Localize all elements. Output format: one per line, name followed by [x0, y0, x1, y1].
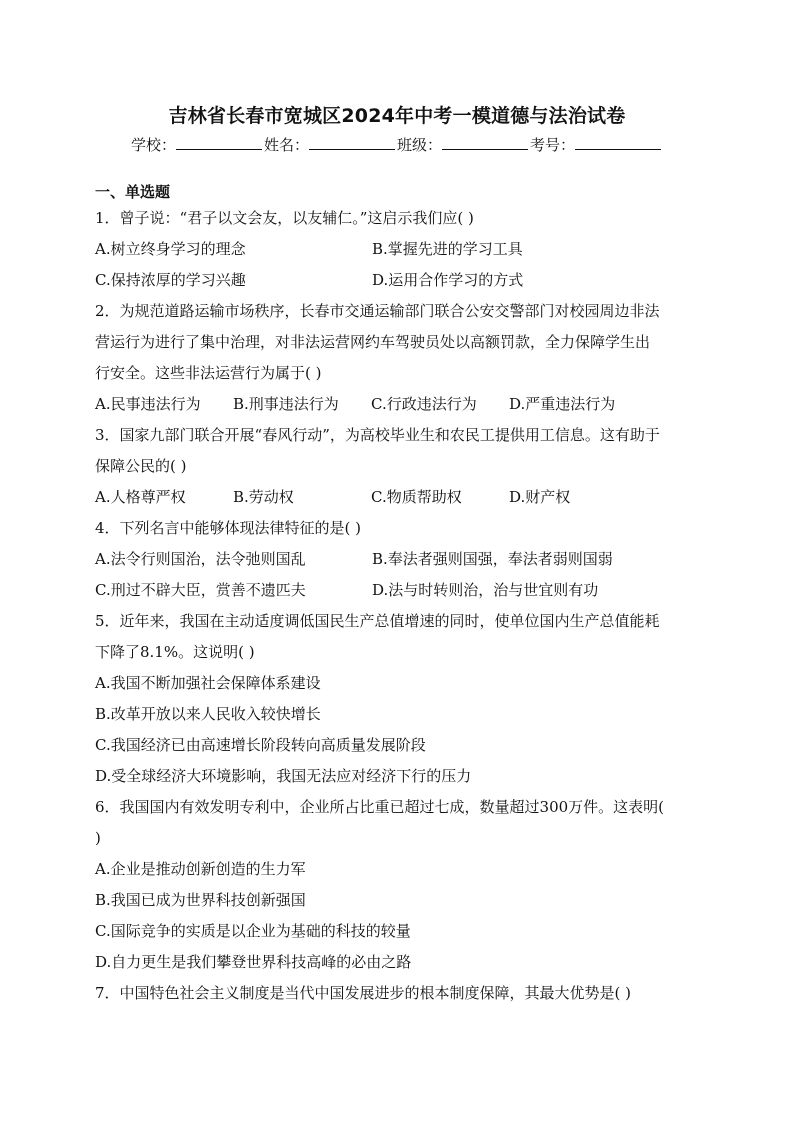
question-stem: ) [95, 829, 101, 847]
option-d[interactable]: D.法与时转则治，治与世宜则有功 [372, 581, 599, 599]
option-c[interactable]: C.刑过不辟大臣，赏善不遗匹夫 [95, 581, 306, 599]
question-stem: 保障公民的( ) [95, 457, 187, 475]
option-b[interactable]: B.奉法者强则国强，奉法者弱则国弱 [372, 550, 613, 568]
option-b[interactable]: B.掌握先进的学习工具 [372, 240, 523, 258]
question-stem: 6．我国国内有效发明专利中，企业所占比重已超过七成，数量超过300万件。这表明( [95, 798, 665, 816]
school-blank[interactable] [176, 135, 262, 150]
question-7 [95, 978, 700, 1009]
question-2 [95, 296, 700, 420]
option-a[interactable]: A.民事违法行为 [95, 395, 201, 413]
option-b[interactable]: B.刑事违法行为 [233, 395, 339, 413]
option-d[interactable]: D.受全球经济大环境影响，我国无法应对经济下行的压力 [95, 767, 472, 785]
question-stem: 2．为规范道路运输市场秩序，长春市交通运输部门联合公安交警部门对校园周边非法 [95, 302, 660, 320]
option-a[interactable]: A.企业是推动创新创造的生力军 [95, 860, 306, 878]
question-stem: 4．下列名言中能够体现法律特征的是( ) [95, 519, 362, 537]
question-stem: 下降了8.1%。这说明( ) [95, 643, 255, 661]
question-stem: 营运行为进行了集中治理，对非法运营网约车驾驶员处以高额罚款，全力保障学生出 [95, 333, 651, 351]
name-label: 姓名： [263, 136, 309, 154]
class-label: 班级： [397, 136, 443, 154]
question-5 [95, 606, 700, 792]
question-stem: 行安全。这些非法运营行为属于( ) [95, 364, 322, 382]
name-field [264, 134, 397, 156]
question-6 [95, 792, 700, 978]
option-row [95, 544, 700, 575]
option-row [95, 482, 700, 513]
exam-no-field [530, 134, 663, 156]
option-a[interactable]: A.法令行则国治，法令弛则国乱 [95, 550, 306, 568]
option-row [95, 389, 700, 420]
exam-title: 吉林省长春市宽城区2024年中考一模道德与法治试卷 [168, 105, 626, 127]
question-1 [95, 203, 700, 296]
section-heading: 一、单选题 [95, 183, 171, 201]
option-b[interactable]: B.我国已成为世界科技创新强国 [95, 891, 306, 909]
option-c[interactable]: C.行政违法行为 [371, 395, 477, 413]
option-c[interactable]: C.我国经济已由高速增长阶段转向高质量发展阶段 [95, 736, 426, 754]
class-blank[interactable] [442, 135, 528, 150]
option-a[interactable]: A.我国不断加强社会保障体系建设 [95, 674, 321, 692]
school-label: 学校： [130, 136, 176, 154]
exam-no-label: 考号： [530, 136, 576, 154]
student-info-row [0, 134, 794, 156]
option-a[interactable]: A.人格尊严权 [95, 488, 186, 506]
questions-list [95, 203, 700, 1009]
option-row [95, 234, 700, 265]
option-b[interactable]: B.改革开放以来人民收入较快增长 [95, 705, 321, 723]
option-c[interactable]: C.国际竞争的实质是以企业为基础的科技的较量 [95, 922, 411, 940]
option-d[interactable]: D.严重违法行为 [509, 395, 616, 413]
question-stem: 7．中国特色社会主义制度是当代中国发展进步的根本制度保障，其最大优势是( ) [95, 984, 632, 1002]
exam-no-blank[interactable] [575, 135, 661, 150]
question-stem: 1．曾子说：“君子以文会友，以友辅仁。”这启示我们应( ) [95, 209, 474, 227]
question-3 [95, 420, 700, 513]
question-stem: 5．近年来，我国在主动适度调低国民生产总值增速的同时，使单位国内生产总值能耗 [95, 612, 660, 630]
name-blank[interactable] [309, 135, 395, 150]
option-c[interactable]: C.物质帮助权 [371, 488, 462, 506]
school-field [131, 134, 264, 156]
option-row [95, 575, 700, 606]
option-d[interactable]: D.运用合作学习的方式 [372, 271, 524, 289]
option-c[interactable]: C.保持浓厚的学习兴趣 [95, 271, 246, 289]
question-stem: 3．国家九部门联合开展“春风行动”，为高校毕业生和农民工提供用工信息。这有助于 [95, 426, 660, 444]
option-row [95, 265, 700, 296]
option-a[interactable]: A.树立终身学习的理念 [95, 240, 246, 258]
option-d[interactable]: D.财产权 [509, 488, 571, 506]
class-field [397, 134, 530, 156]
question-4 [95, 513, 700, 606]
option-d[interactable]: D.自力更生是我们攀登世界科技高峰的必由之路 [95, 953, 412, 971]
option-b[interactable]: B.劳动权 [233, 488, 294, 506]
